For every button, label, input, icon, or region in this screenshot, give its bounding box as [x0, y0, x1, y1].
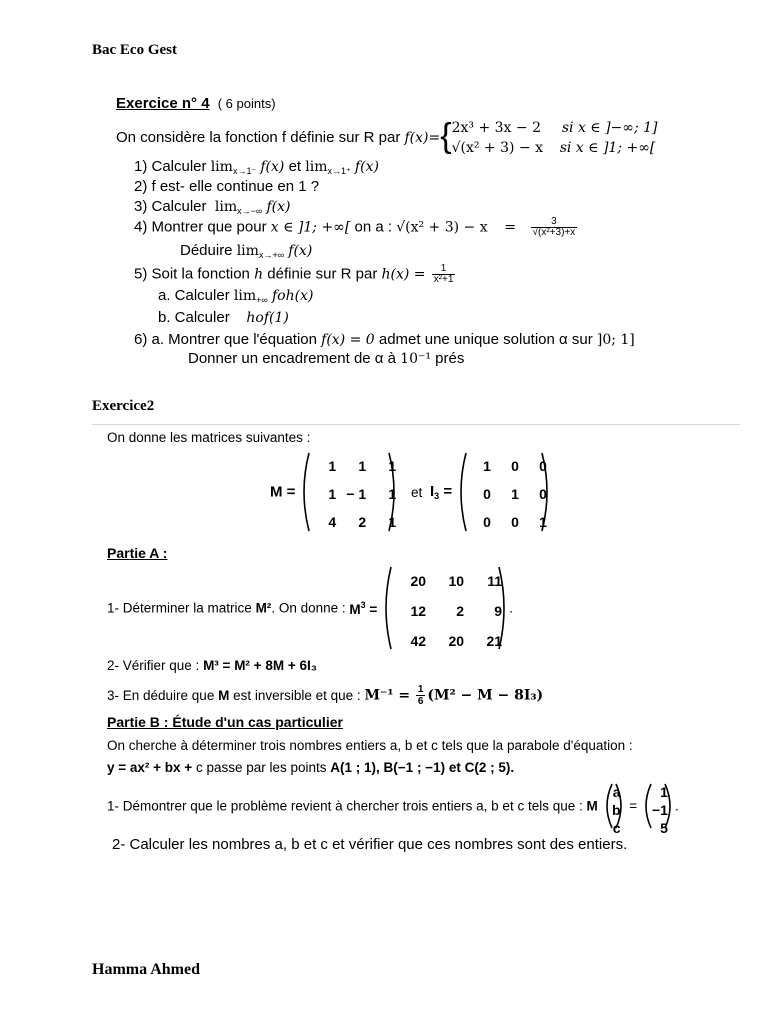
q6b-end: prés [435, 350, 465, 367]
matrix-cell: 1 [388, 486, 397, 502]
q4-fraction [531, 217, 578, 238]
matrix-M3 [381, 566, 509, 650]
a3-minv: M⁻¹ = [364, 687, 411, 704]
i3-letter: I [430, 483, 435, 500]
a1-m3 [349, 599, 378, 617]
matrix-cell: 1 [483, 458, 491, 474]
a2-text: 2- Vérifier que : [107, 658, 200, 673]
vector-abc [602, 783, 626, 836]
q6-eq: f(x) = 0 [321, 332, 375, 348]
partie-b-title: Partie B : Étude d'un cas particulier [107, 714, 343, 730]
a3-paren: (M² − M − 8I₃) [427, 687, 544, 704]
q5-num: 1 [440, 263, 447, 274]
i3-sub: 3 [434, 491, 440, 501]
q5b-expr: hof(1) [246, 310, 289, 326]
question-5 [134, 264, 457, 285]
i3-eq: = [443, 483, 453, 500]
q6-rest: admet une unique solution α sur [378, 331, 593, 348]
question-2: 2) f est- elle continue en 1 ? [134, 178, 320, 195]
matrix-cell: 0 [483, 486, 491, 502]
q4-eq: = [504, 219, 517, 236]
matrix-cell: 0 [539, 486, 547, 502]
q6-text: 6) a. Montrer que l'équation [134, 331, 317, 348]
b-intro: On cherche à déterminer trois nombres entiers a, b et c tels que la parabole d'équation : [107, 738, 633, 753]
matrix-cell: 21 [486, 633, 503, 649]
a1-rest: . On donne : [271, 600, 346, 616]
question-a3 [107, 684, 543, 707]
q4-domain: x ∈ ]1; +∞[ [270, 219, 351, 236]
q6-int: ]0; 1] [596, 332, 635, 348]
matrix-cell: 12 [410, 603, 427, 619]
q5a-sub: +∞ [256, 295, 268, 305]
q1-lim-a: lim [210, 159, 233, 175]
question-a1: 1- Déterminer la matrice M². On donne : $M^3$ = 20 10 11 12 2 9 42 20 21 . [107, 566, 513, 650]
matrix-cell: 20 [410, 573, 427, 589]
matrix-cell: 4 [328, 514, 337, 530]
matrix-cell: 0 [483, 514, 491, 530]
a1-m3-letter: M [349, 601, 361, 617]
matrix-cell: − 1 [346, 486, 367, 502]
b-eq2: c passe par les points [195, 760, 327, 775]
b1-m: M [586, 798, 598, 814]
page-header: Bac Eco Gest [92, 42, 177, 58]
matrix-cell: 1 [388, 514, 397, 530]
q1-sub-a: x→1⁻ [232, 166, 257, 176]
q1-text: 1) Calculer [134, 158, 207, 175]
matrix-cell: c [612, 820, 621, 836]
q4-lhs: √(x² + 3) − x [396, 219, 488, 236]
question-5a [158, 288, 313, 305]
matrix-cell: 1 [388, 458, 397, 474]
q1-lim-b: lim [305, 159, 328, 175]
case2-domain: si x ∈ ]1; +∞[ [559, 140, 656, 157]
a3-m: M [218, 688, 230, 703]
i3-label [430, 483, 452, 500]
q5-den: x²+1 [433, 274, 454, 285]
matrix-cell: 10 [448, 573, 465, 589]
q1-fx-b: f(x) [354, 159, 379, 175]
matrix-cell: 9 [494, 603, 503, 619]
case1-expr: 2x³ + 3x − 2 [451, 120, 541, 136]
q4-num: 3 [551, 216, 557, 227]
a2-eq: M³ = M² + 8M + 6I₃ [203, 658, 317, 673]
a1-text: 1- Déterminer la matrice [107, 600, 252, 616]
matrix-cell: 11 [487, 573, 503, 589]
question-b2: 2- Calculer les nombres a, b et c et vérifier que ces nombres sont des entiers. [112, 836, 628, 853]
q4-text: 4) Montrer que pour [134, 218, 267, 236]
a1-m2: M² [255, 600, 272, 616]
question-5b [158, 310, 289, 325]
exercise-4 [112, 96, 712, 376]
matrix-cell: 0 [511, 514, 519, 530]
matrix-cell: 2 [456, 603, 465, 619]
question-3 [134, 199, 290, 216]
question-b1: 1- Démontrer que le problème revient à chercher trois entiers a, b et c tels que : M a b c = 1 −1 5 . [107, 784, 679, 836]
a3-num: 1 [417, 684, 424, 695]
m-label: M = [270, 483, 296, 501]
b1-text: 1- Démontrer que le problème revient à chercher trois entiers a, b et c tels que : [107, 798, 583, 814]
ex2-intro: On donne les matrices suivantes : [107, 430, 311, 445]
q4-on-a: on a : [354, 218, 393, 236]
a1-m3-sup: 3 [360, 599, 366, 610]
question-a2 [107, 658, 317, 673]
q5a-lim: lim [233, 288, 257, 304]
matrix-M [299, 452, 399, 532]
q5a-expr: foh(x) [271, 288, 314, 304]
q5-fraction [432, 264, 456, 285]
q1-fx-a: f(x) [260, 159, 285, 175]
matrix-cell: a [612, 784, 621, 800]
a3-text: 3- En déduire que [107, 688, 215, 703]
et-label: et [410, 484, 423, 500]
q4b-lim: lim [236, 243, 259, 259]
matrix-cell: 0 [539, 458, 547, 474]
case1-domain: si x ∈ ]−∞; 1] [561, 120, 658, 136]
matrix-cell: 1 [660, 784, 668, 800]
q3-text: 3) Calculer [134, 198, 207, 215]
matrix-cell: 20 [448, 633, 465, 649]
exercise-4-title: Exercice n° 4 [116, 95, 210, 112]
question-6 [134, 332, 635, 347]
b1-eq: = [629, 798, 638, 814]
question-6b [188, 351, 464, 366]
a1-eq: = [369, 601, 378, 617]
matrix-cell: 1 [539, 514, 547, 530]
question-1 [134, 159, 379, 176]
cases-brace: { [440, 117, 452, 156]
matrix-cell: 42 [410, 633, 427, 649]
matrix-cell: 5 [660, 820, 668, 836]
a3-fraction [416, 684, 426, 707]
partie-a-title: Partie A : [107, 545, 168, 561]
q6b-pow: 10⁻¹ [400, 351, 431, 367]
vector-rhs [641, 783, 675, 836]
matrix-cell: 0 [511, 458, 519, 474]
q5-h: h [254, 266, 264, 283]
a3-rest: est inversible et que : [233, 688, 361, 703]
b-eq: y = ax² + bx + [107, 760, 193, 775]
q5-hx: h(x) = [381, 266, 426, 283]
b-equation-line [107, 760, 514, 775]
b-points: A(1 ; 1), B(−1 ; −1) et C(2 ; 5). [330, 760, 515, 775]
matrix-cell: −1 [651, 802, 668, 818]
q3-sub: x→−∞ [237, 206, 263, 216]
q4b-text: Déduire [180, 242, 233, 259]
matrices-row [270, 452, 552, 532]
ex4-fx-label: f(x)= [404, 130, 441, 147]
page-footer: Hamma Ahmed [92, 961, 200, 978]
matrix-cell: 1 [358, 458, 367, 474]
q5a-text: a. Calculer [158, 287, 230, 304]
ex4-intro: On considère la fonction f définie sur R par [116, 129, 401, 147]
question-4 [134, 217, 579, 238]
q4b-sub: x→+∞ [258, 250, 285, 260]
matrix-cell: 1 [328, 458, 337, 474]
q5-text: 5) Soit la fonction [134, 265, 250, 283]
question-4b [180, 243, 312, 260]
divider [92, 424, 740, 425]
a3-den: 6 [417, 696, 424, 707]
q5b-text: b. Calculer [158, 309, 230, 326]
q1-sub-b: x→1⁺ [327, 166, 351, 176]
q3-fx: f(x) [266, 199, 291, 215]
matrix-cell: b [611, 802, 621, 818]
q3-lim: lim [214, 199, 238, 215]
q1-et: et [288, 158, 302, 175]
q6b-text: Donner un encadrement de α à [188, 350, 396, 367]
matrix-cell: 1 [511, 486, 519, 502]
exercise-2-label: Exercice2 [92, 398, 155, 414]
exercise-4-points: ( 6 points) [217, 96, 276, 111]
q4-den: √(x²+3)+x [532, 227, 576, 238]
matrix-cell: 1 [328, 486, 337, 502]
piecewise-cases [452, 118, 658, 159]
q5-rest: définie sur R par [267, 265, 378, 283]
matrix-I3 [456, 452, 552, 532]
q4b-fx: f(x) [288, 243, 313, 259]
matrix-cell: 2 [358, 514, 367, 530]
case2-expr: √(x² + 3) − x [451, 140, 544, 157]
